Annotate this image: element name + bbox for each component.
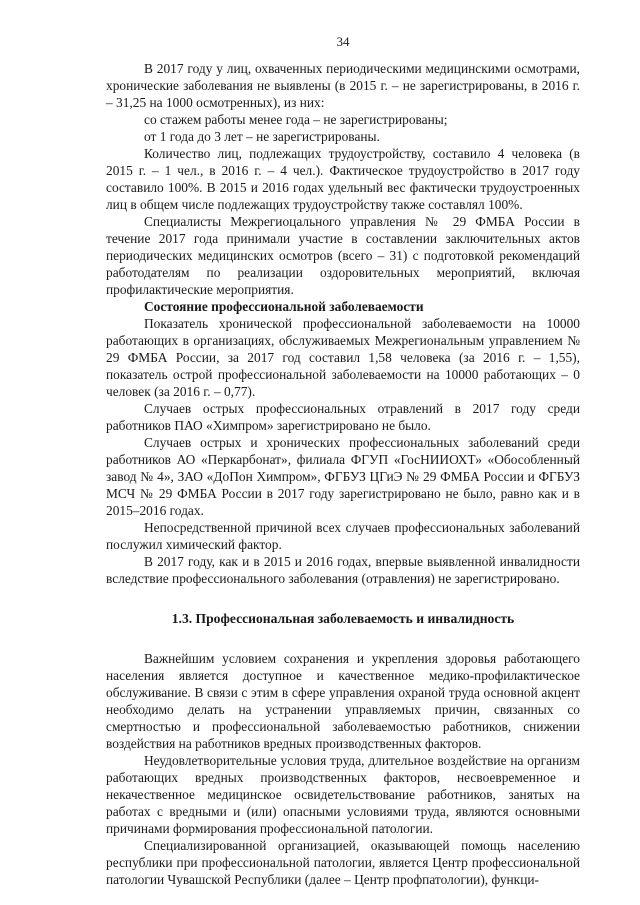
paragraph-employment: Количество лиц, подлежащих трудоустройству, составило 4 человека (в 2015 г. – 1 чел., в 2016 г. – 4 чел.). Фактическое трудоустройство в 2017 году составило 100%. В 2015 и 2016 годах удельный вес фактически трудоустроенных лиц в общем числе подлежащих трудоустройству также составлял 100%. [106,146,580,212]
paragraph-experience-under-year: со стажем работы менее года – не зарегистрированы; [144,112,448,127]
page-number: 34 [336,34,350,49]
paragraph-center: Специализированной организацией, оказывающей помощь населению республики при профессиональной патологии, является Центр профессиональной патологии Чувашской Республики (далее – Центр профпатологии), функци- [106,838,580,887]
paragraph-acute-poisoning: Случаев острых профессиональных отравлений в 2017 году среди работников ПАО «Химпром» зарегистрировано не было. [106,401,580,433]
paragraph-disability: В 2017 году, как и в 2015 и 2016 годах, впервые выявленной инвалидности вследствие профессионального заболевания (отравления) не зарегистрировано. [106,554,580,586]
paragraph-experience-1-3-years: от 1 года до 3 лет – не зарегистрированы. [144,129,380,144]
paragraph-organizations: Случаев острых и хронических профессиональных заболеваний среди работников АО «Перкарбонат», филиала ФГУП «ГосНИИОХТ» «Обособленный завод № 4», ЗАО «ДоПон Химпром», ФГБУЗ ЦГиЭ № 29 ФМБА России и ФГБУЗ МСЧ № 29 ФМБА России в 2017 году зарегистрировано не было, равно как и в 2015–2016 годах. [106,435,580,518]
page-body [106,60,580,888]
subheading-occupational-morbidity: Состояние профессиональной заболеваемости [144,299,424,314]
paragraph-periodic-exams: В 2017 году у лиц, охваченных периодическими медицинскими осмотрами, хронические заболевания не выявлены (в 2015 г. – не зарегистрированы, в 2016 г. – 31,25 на 1000 осмотренных), из них: [106,61,580,110]
paragraph-morbidity-rate: Показатель хронической профессиональной заболеваемости на 10000 работающих в организациях, обслуживаемых Межрегиональным управлением № 29 ФМБА России, за 2017 год составил 1,58 человека (за 2016 г. – 1,55), показатель острой профессиональной заболеваемости на 10000 работающих – 0 человек (за 2016 г. – 0,77). [106,316,580,399]
paragraph-specialists: Специалисты Межрегиоцального управления № 29 ФМБА России в течение 2017 года принимали участие в составлении заключительных актов периодических медицинских осмотров (всего – 31) с подготовкой рекомендаций работодателям по реализации оздоровительных мероприятий, включая профилактические мероприятия. [106,214,580,297]
paragraph-cause: Непосредственной причиной всех случаев профессиональных заболеваний послужил химический фактор. [106,520,580,552]
section-title: 1.3. Профессиональная заболеваемость и инвалидность [171,611,515,626]
paragraph-health-condition: Важнейшим условием сохранения и укрепления здоровья работающего населения является доступное и качественное медико-профилактическое обслуживание. В связи с этим в сфере управления охраной труда основной акцент необходимо делать на устранении управляемых причин, связанных со смертностью и профессиональной заболеваемостью работников, снижении воздействия на работников вредных производственных факторов. [106,651,580,751]
paragraph-working-conditions: Неудовлетворительные условия труда, длительное воздействие на организм работающих вредных производственных факторов, несвоевременное и некачественное медицинское освидетельствование работников, занятых на работах с вредными и (или) опасными условиями труда, являются основными причинами формирования профессиональной патологии. [106,753,580,836]
